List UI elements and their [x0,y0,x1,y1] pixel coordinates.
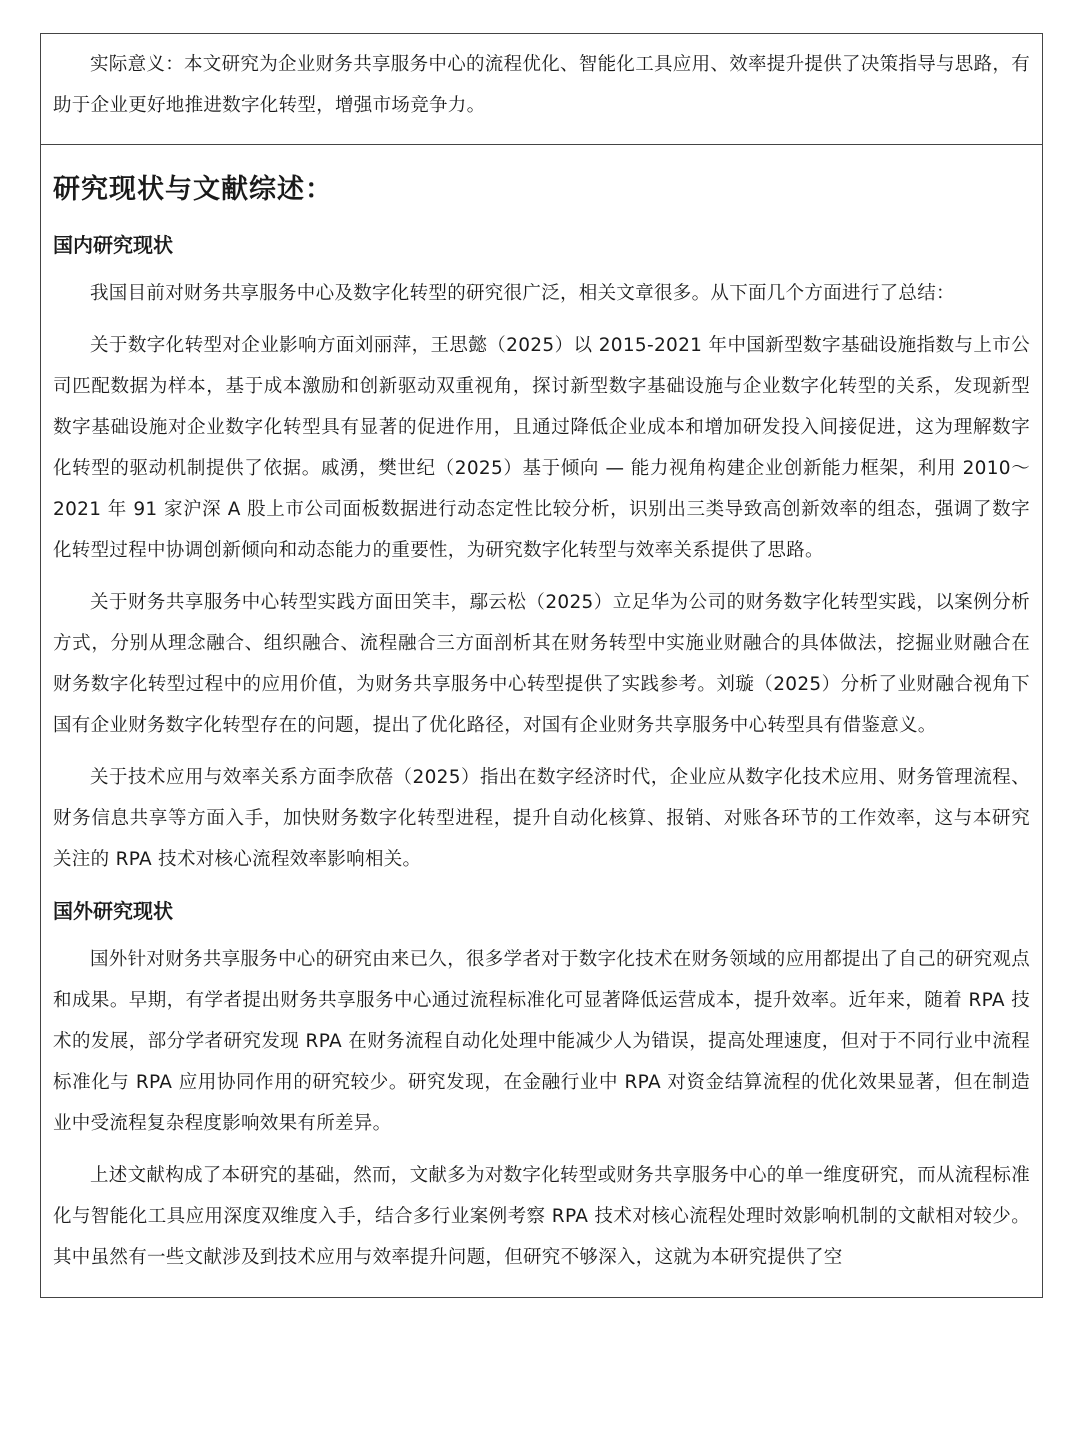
significance-cell [41,34,1042,145]
section-heading: 研究现状与文献综述： [53,174,333,205]
domestic-paragraph-3: 关于财务共享服务中心转型实践方面田笑丰，鄢云松（2025）立足华为公司的财务数字化转型实践，以案例分析方式，分别从理念融合、组织融合、流程融合三方面剖析其在财务转型中实施业财融合的具体做法，挖掘业财融合在财务数字化转型过程中的应用价值，为财务共享服务中心转型提供了实践参考。刘璇（2025）分析了业财融合视角下国有企业财务数字化转型存在的问题，提出了优化路径，对国有企业财务共享服务中心转型具有借鉴意义。 [53,592,1030,736]
foreign-paragraph-1: 国外针对财务共享服务中心的研究由来已久，很多学者对于数字化技术在财务领域的应用都提出了自己的研究观点和成果。早期，有学者提出财务共享服务中心通过流程标准化可显著降低运营成本，提升效率。近年来，随着 RPA 技术的发展，部分学者研究发现 RPA 在财务流程自动化处理中能减少人为错误，提高处理速度，但对于不同行业中流程标准化与 RPA 应用协同作用的研究较少。研究发现，在金融行业中 RPA 对资金结算流程的优化效果显著，但在制造业中受流程复杂程度影响效果有所差异。 [53,949,1031,1134]
domestic-paragraph-2: 关于数字化转型对企业影响方面刘丽萍，王思懿（2025）以 2015-2021 年中国新型数字基础设施指数与上市公司匹配数据为样本，基于成本激励和创新驱动双重视角，探讨新型数字基础设施与企业数字化转型的关系，发现新型数字基础设施对企业数字化转型具有显著的促进作用，且通过降低企业成本和增加研发投入间接促进，这为理解数字化转型的驱动机制提供了依据。戚湧，樊世纪（2025）基于倾向 — 能力视角构建企业创新能力框架，利用 2010～2021 年 91 家沪深 A 股上市公司面板数据进行动态定性比较分析，识别出三类导致高创新效率的组态，强调了数字化转型过程中协调创新倾向和动态能力的重要性，为研究数字化转型与效率关系提供了思路。 [53,335,1030,561]
summary-paragraph: 上述文献构成了本研究的基础，然而，文献多为对数字化转型或财务共享服务中心的单一维度研究，而从流程标准化与智能化工具应用深度双维度入手，结合多行业案例考察 RPA 技术对核心流程处理时效影响机制的文献相对较少。其中虽然有一些文献涉及到技术应用与效率提升问题，但研究不够深入，这就为本研究提供了空 [53,1165,1031,1268]
domestic-research-heading: 国内研究现状 [53,233,173,257]
significance-paragraph: 实际意义：本文研究为企业财务共享服务中心的流程优化、智能化工具应用、效率提升提供了决策指导与思路，有助于企业更好地推进数字化转型，增强市场竞争力。 [53,54,1031,116]
literature-review-cell [41,145,1042,1297]
domestic-paragraph-4: 关于技术应用与效率关系方面李欣蓓（2025）指出在数字经济时代，企业应从数字化技术应用、财务管理流程、财务信息共享等方面入手，加快财务数字化转型进程，提升自动化核算、报销、对账各环节的工作效率，这与本研究关注的 RPA 技术对核心流程效率影响相关。 [53,767,1030,870]
foreign-research-heading: 国外研究现状 [53,899,173,923]
domestic-paragraph-1: 我国目前对财务共享服务中心及数字化转型的研究很广泛，相关文章很多。从下面几个方面进行了总结： [90,283,955,304]
document-table [40,33,1043,1298]
